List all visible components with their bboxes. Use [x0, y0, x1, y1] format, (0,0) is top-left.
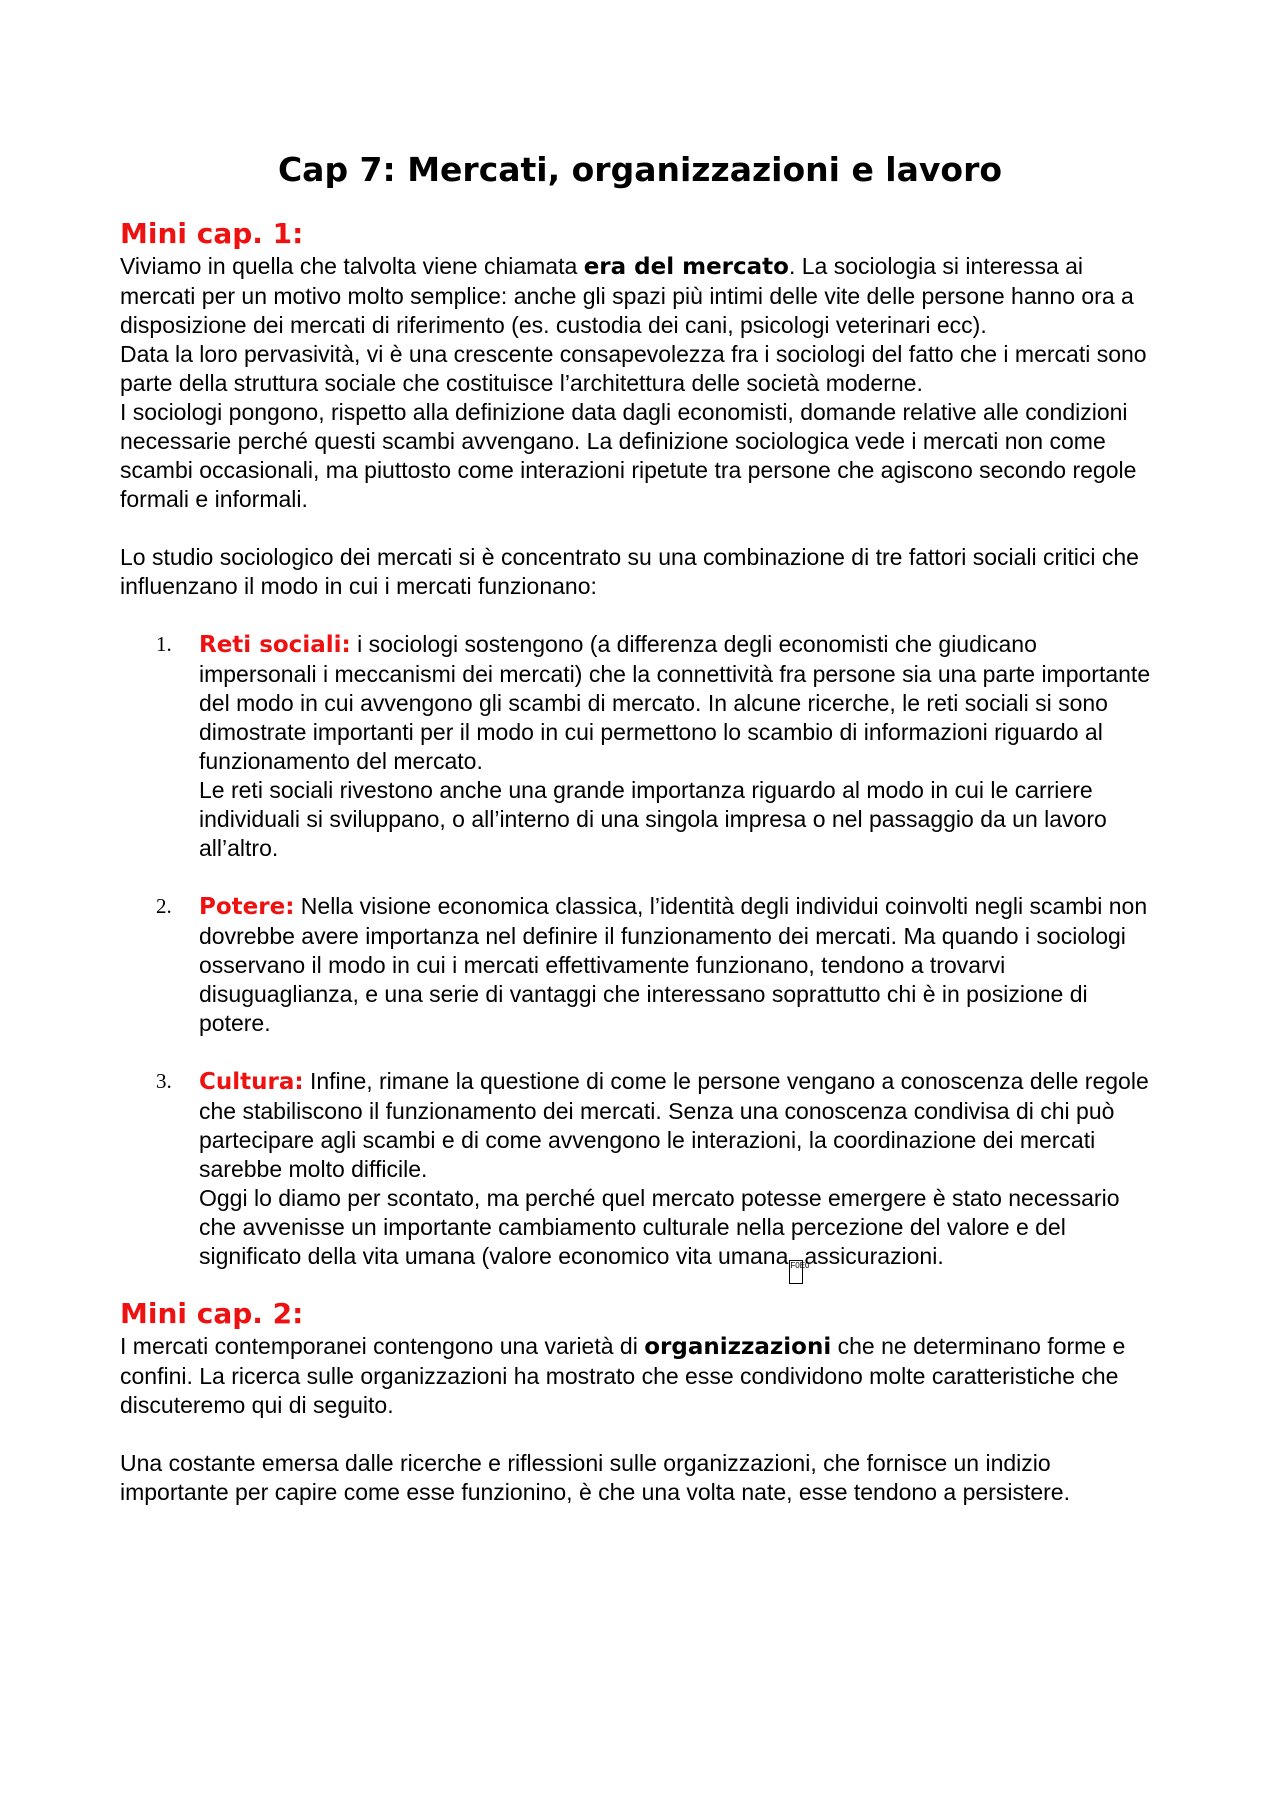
list-term: Cultura:: [199, 1069, 304, 1095]
section-1-paragraph-3: I sociologi pongono, rispetto alla definizione data dagli economisti, domande relative alle condizioni necessarie perché questi scambi avvengano. La definizione sociologica vede i mercati non come scambi occasionali, ma piuttosto come interazioni ripetute tra persone che agiscono secondo regole formali e informali.: [120, 399, 1137, 512]
section-1-heading: Mini cap. 1:: [120, 217, 304, 250]
section-2-paragraph-2: Una costante emersa dalle ricerche e riflessioni sulle organizzazioni, che fornisce un indizio importante per capire come esse funzionino, è che una volta nate, esse tendono a persistere.: [120, 1450, 1070, 1505]
page-title: Cap 7: Mercati, organizzazioni e lavoro: [277, 150, 1003, 189]
list-term: Reti sociali:: [199, 632, 351, 658]
list-item-extra: Le reti sociali rivestono anche una grande importanza riguardo al modo in cui le carriere individuali si sviluppano, o all’interno di una singola impresa o nel passaggio da un lavoro all’altro.: [199, 777, 1107, 861]
list-item-potere: 2. Potere: Nella visione economica classica, l’identità degli individui coinvolti negli scambi non dovrebbe avere importanza nel definire il funzionamento dei mercati. Ma quando i sociologi osservano il modo in cui i mercati effettivamente funzionano, tendono a trovarvi disuguaglianza, e una serie di vantaggi che interessano soprattutto chi è in posizione di potere.: [156, 893, 1148, 1036]
list-number: 2.: [156, 894, 172, 918]
list-number: 3.: [156, 1069, 172, 1093]
section-1-paragraph-2: Data la loro pervasività, vi è una crescente consapevolezza fra i sociologi del fatto che i mercati sono parte della struttura sociale che costituisce l’architettura delle società moderne.: [120, 341, 1147, 396]
list-item-reti-sociali: 1. Reti sociali: i sociologi sostengono (a differenza degli economisti che giudicano impersonali i meccanismi dei mercati) che la connettività fra persone sia una parte importante del modo in cui avvengono gli scambi di mercato. In alcune ricerche, le reti sociali si sono dimostrate importanti per il modo in cui permettono lo scambio di informazioni riguardo al funzionamento del mercato. Le reti sociali rivestono anche una grande importanza riguardo al modo in cui le carriere individuali si sviluppano, o all’interno di una singola impresa o nel passaggio da un lavoro all’altro.: [156, 631, 1151, 861]
list-number: 1.: [156, 632, 172, 656]
factors-list: [120, 630, 1160, 1284]
list-item-cultura: 3. Cultura: Infine, rimane la questione di come le persone vengano a conoscenza delle regole che stabiliscono il funzionamento dei mercati. Senza una conoscenza condivisa di chi può partecipare agli scambi e di come avvengono le interazioni, la coordinazione dei mercati sarebbe molto difficile. Oggi lo diamo per scontato, ma perché quel mercato potesse emergere è stato necessario che avvenisse un importante cambiamento culturale nella percezione del valore e del significato della vita umana (valore economico vita umana F0E0assicurazioni.: [120, 1067, 1160, 1284]
list-term: Potere:: [199, 894, 295, 920]
section-1-paragraph-4: Lo studio sociologico dei mercati si è concentrato su una combinazione di tre fattori sociali critici che influenzano il modo in cui i mercati funzionano:: [120, 544, 1139, 599]
missing-glyph-icon: F0E0: [789, 1260, 803, 1284]
document-page: [120, 150, 1160, 1507]
bold-term: organizzazioni: [644, 1334, 832, 1360]
section-1-paragraph-1: Viviamo in quella che talvolta viene chiamata era del mercato. La sociologia si interessa ai mercati per un motivo molto semplice: anche gli spazi più intimi delle vite delle persone hanno ora a disposizione dei mercati di riferimento (es. custodia dei cani, psicologi veterinari ecc).: [120, 253, 1134, 338]
section-2-paragraph-1: I mercati contemporanei contengono una varietà di organizzazioni che ne determinano forme e confini. La ricerca sulle organizzazioni ha mostrato che esse condividono molte caratteristiche che discuteremo qui di seguito.: [120, 1333, 1126, 1418]
bold-term: era del mercato: [583, 254, 789, 280]
section-2-heading: Mini cap. 2:: [120, 1297, 304, 1330]
